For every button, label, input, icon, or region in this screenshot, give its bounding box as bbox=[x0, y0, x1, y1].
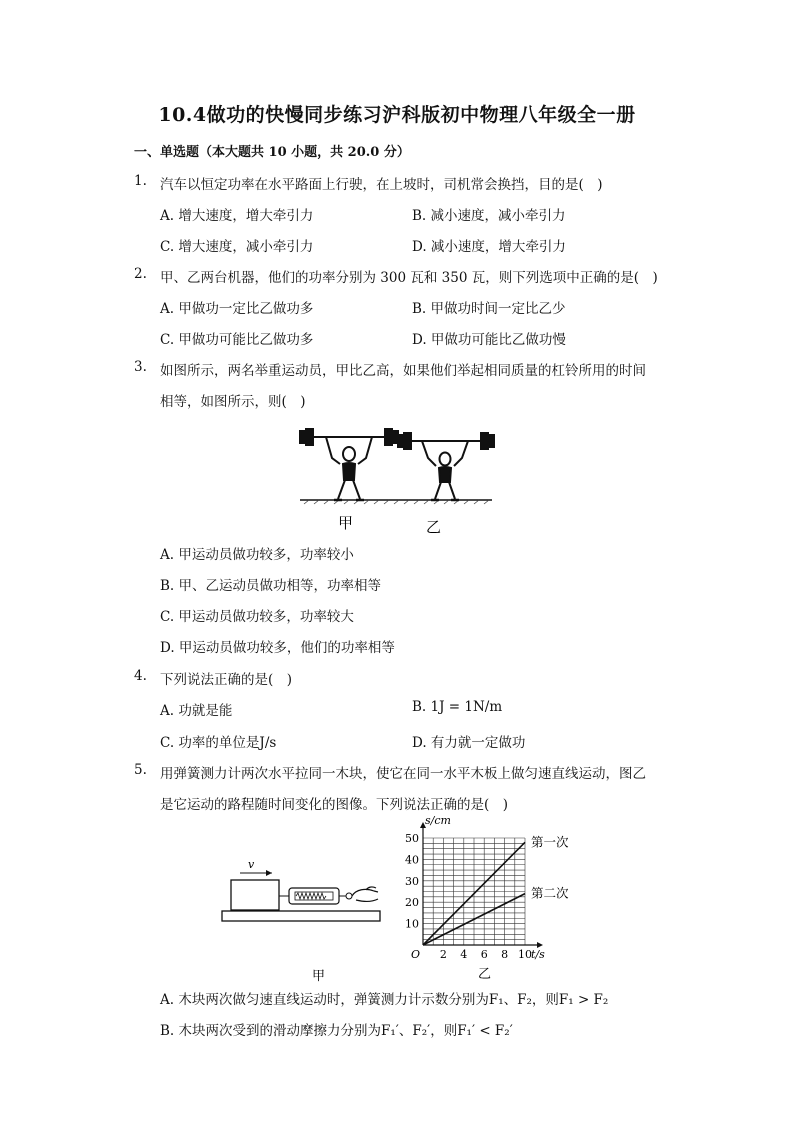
question-4-number: 4. bbox=[134, 668, 147, 684]
question-5-stem-line-2: 是它运动的路程随时间变化的图像。下列说法正确的是( ) bbox=[160, 797, 509, 813]
figure-label-jia: 甲 bbox=[338, 514, 354, 532]
s-t-graph bbox=[396, 812, 596, 982]
question-3-option-a[interactable]: A. 甲运动员做功较多，功率较小 bbox=[160, 547, 354, 563]
series-label-2: 第二次 bbox=[531, 885, 569, 901]
question-5-stem-line-1: 用弹簧测力计两次水平拉同一木块，使它在同一水平木板上做匀速直线运动，图乙 bbox=[160, 766, 646, 782]
question-1-number: 1. bbox=[134, 173, 147, 189]
x-tick-label: 4 bbox=[460, 948, 468, 961]
question-5-option-b[interactable]: B. 木块两次受到的滑动摩擦力分别为F₁′、F₂′，则F₁′ < F₂′ bbox=[160, 1023, 513, 1039]
y-tick-label: 50 bbox=[405, 832, 419, 845]
page-title: 10.4做功的快慢同步练习沪科版初中物理八年级全一册 bbox=[158, 104, 636, 126]
figure-label-yi: 乙 bbox=[426, 518, 442, 536]
question-5-option-a[interactable]: A. 木块两次做匀速直线运动时，弹簧测力计示数分别为F₁、F₂，则F₁ > F₂ bbox=[160, 992, 609, 1008]
question-4-stem: 下列说法正确的是( ) bbox=[160, 672, 293, 688]
y-tick-label: 20 bbox=[405, 896, 419, 910]
question-3-stem-line-2: 相等，如图所示，则( ) bbox=[160, 394, 306, 410]
y-tick-label: 40 bbox=[405, 853, 419, 867]
y-tick-label: 30 bbox=[405, 874, 419, 888]
question-3-option-d[interactable]: D. 甲运动员做功较多，他们的功率相等 bbox=[160, 640, 395, 656]
question-3-stem-line-1: 如图所示，两名举重运动员，甲比乙高，如果他们举起相同质量的杠铃所用的时间 bbox=[160, 363, 646, 379]
x-tick-label: 6 bbox=[480, 948, 488, 961]
question-1-option-c[interactable]: C. 增大速度，减小牵引力 bbox=[160, 239, 314, 255]
question-3-number: 3. bbox=[134, 359, 147, 375]
question-4-option-d[interactable]: D. 有力就一定做功 bbox=[412, 735, 526, 751]
lifter-jia bbox=[300, 429, 398, 500]
wooden-board bbox=[222, 911, 380, 921]
series-label-1: 第一次 bbox=[531, 834, 569, 850]
question-3-option-b[interactable]: B. 甲、乙运动员做功相等，功率相等 bbox=[160, 578, 382, 594]
origin-label: O bbox=[411, 948, 421, 961]
spring-scale bbox=[289, 888, 352, 904]
wooden-block bbox=[231, 880, 279, 910]
velocity-arrow-icon bbox=[266, 870, 272, 876]
question-1-option-a[interactable]: A. 增大速度，增大牵引力 bbox=[160, 208, 314, 224]
x-tick-label: 2 bbox=[439, 948, 447, 961]
lifter-yi bbox=[398, 433, 494, 500]
question-2-option-b[interactable]: B. 甲做功时间一定比乙少 bbox=[412, 301, 566, 317]
question-2-number: 2. bbox=[134, 266, 147, 282]
question-2-stem: 甲、乙两台机器，他们的功率分别为 300 瓦和 350 瓦，则下列选项中正确的是( ) bbox=[160, 270, 658, 286]
question-4-option-a[interactable]: A. 功就是能 bbox=[160, 703, 233, 719]
y-axis-label: s/cm bbox=[425, 814, 451, 827]
question-1-stem: 汽车以恒定功率在水平路面上行驶，在上坡时，司机常会换挡，目的是( ) bbox=[160, 177, 603, 193]
x-axis-label: t/s bbox=[531, 948, 545, 961]
question-2-option-a[interactable]: A. 甲做功一定比乙做功多 bbox=[160, 301, 314, 317]
hand-icon bbox=[352, 887, 378, 901]
question-1-option-b[interactable]: B. 减小速度，减小牵引力 bbox=[412, 208, 566, 224]
question-2-option-d[interactable]: D. 甲做功可能比乙做功慢 bbox=[412, 332, 566, 348]
question-1-option-d[interactable]: D. 减小速度，增大牵引力 bbox=[412, 239, 566, 255]
question-4-option-c[interactable]: C. 功率的单位是J/s bbox=[160, 735, 277, 751]
figure-label-jia-5: 甲 bbox=[312, 969, 326, 984]
question-3-option-c[interactable]: C. 甲运动员做功较多，功率较大 bbox=[160, 609, 354, 625]
weightlifters-figure bbox=[296, 420, 496, 536]
x-tick-label: 8 bbox=[501, 948, 509, 961]
question-4-option-b[interactable]: B. 1J = 1N/m bbox=[412, 699, 503, 715]
figure-label-yi-5: 乙 bbox=[478, 967, 492, 982]
velocity-label: v bbox=[248, 858, 255, 871]
x-tick-label: 10 bbox=[518, 948, 532, 961]
question-2-option-c[interactable]: C. 甲做功可能比乙做功多 bbox=[160, 332, 314, 348]
question-5-number: 5. bbox=[134, 762, 147, 778]
spring-scale-figure bbox=[218, 856, 388, 986]
section-heading: 一、单选题（本大题共 10 小题，共 20.0 分） bbox=[134, 145, 410, 160]
y-tick-label: 10 bbox=[405, 917, 419, 931]
